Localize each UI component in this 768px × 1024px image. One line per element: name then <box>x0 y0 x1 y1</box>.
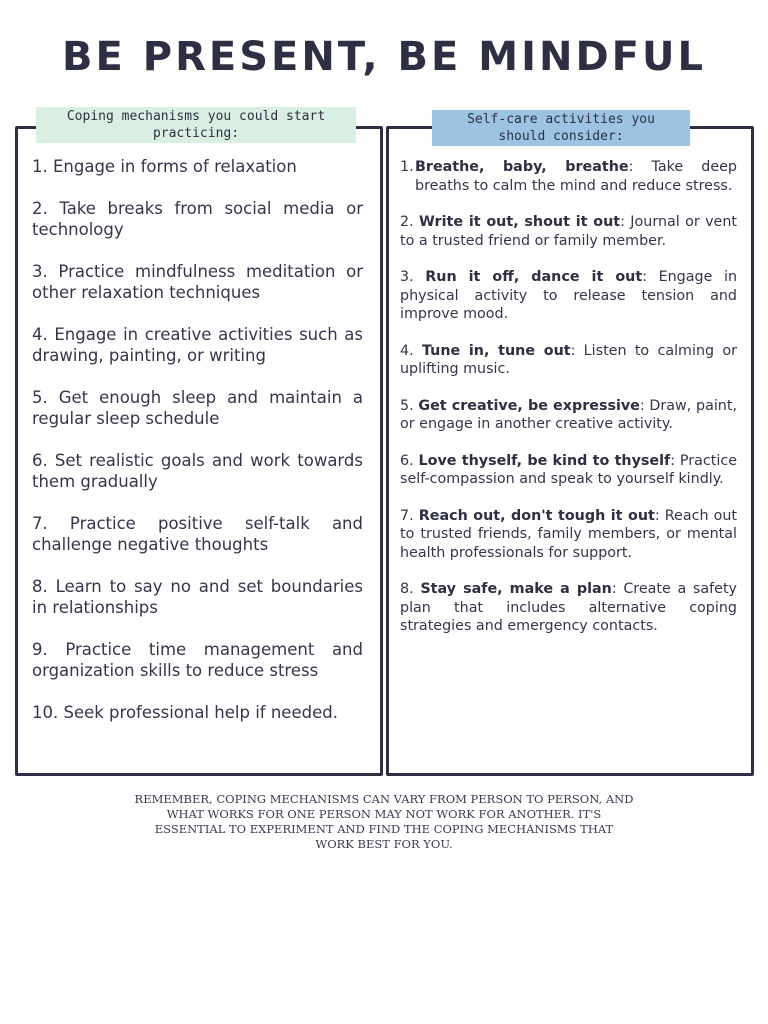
item-number: 1. <box>400 159 414 175</box>
list-item: 5. Get enough sleep and maintain a regular sleep schedule <box>32 388 363 428</box>
item-text: : Practice self-compassion and speak to yourself kindly. <box>400 452 738 487</box>
item-title: Breathe, baby, breathe <box>415 159 629 175</box>
list-item <box>400 507 737 563</box>
item-text: : Engage in physical activity to release tension and improve mood. <box>400 269 738 322</box>
item-text: : Draw, paint, or engage in another creative activity. <box>400 397 738 432</box>
list-item <box>400 268 737 324</box>
item-number: 7. <box>400 507 414 524</box>
item-number: 2. <box>400 214 414 230</box>
item-number: 5. <box>400 397 414 414</box>
footer-note: REMEMBER, COPING MECHANISMS CAN VARY FROM PERSON TO PERSON, AND WHAT WORKS FOR ONE PERSON MAY NOT WORK FOR ANOTHER. IT'S ESSENTIAL TO EXPERIMENT AND FIND THE COPING MECHANISMS THAT WORK BEST FOR YOU. <box>134 792 634 851</box>
item-body <box>415 158 737 195</box>
item-text: : Journal or vent to a trusted friend or family member. <box>400 214 738 249</box>
item-title: Write it out, shout it out <box>419 214 621 230</box>
list-item <box>400 342 737 379</box>
list-item: 4. Engage in creative activities such as drawing, painting, or writing <box>32 325 363 365</box>
list-item: 6. Set realistic goals and work towards them gradually <box>32 451 363 491</box>
coping-mechanisms-heading: Coping mechanisms you could start practicing: <box>36 107 356 143</box>
list-item <box>400 580 737 636</box>
item-number: 3. <box>400 269 414 285</box>
item-text: : Create a safety plan that includes alternative coping strategies and emergency contacts. <box>400 581 738 634</box>
item-number: 8. <box>400 581 414 597</box>
item-title: Get creative, be expressive <box>418 397 640 414</box>
list-item: 1. Engage in forms of relaxation <box>32 157 297 176</box>
list-item <box>400 158 737 195</box>
list-item: 7. Practice positive self-talk and challenge negative thoughts <box>32 514 363 554</box>
item-text: : Take deep breaths to calm the mind and reduce stress. <box>415 159 738 194</box>
item-title: Reach out, don't tough it out <box>418 507 655 524</box>
page-title: BE PRESENT, BE MINDFUL <box>62 34 706 80</box>
item-title: Tune in, tune out <box>421 342 571 359</box>
item-text: : Listen to calming or uplifting music. <box>400 342 737 377</box>
list-item <box>400 452 737 489</box>
item-title: Love thyself, be kind to thyself <box>418 452 671 469</box>
item-title: Run it off, dance it out <box>425 269 643 285</box>
self-care-heading: Self-care activities you should consider: <box>432 110 690 146</box>
item-number: 4. <box>400 342 414 359</box>
item-title: Stay safe, make a plan <box>420 581 612 597</box>
list-item: 9. Practice time management and organization skills to reduce stress <box>32 640 363 680</box>
self-care-list <box>400 158 737 654</box>
list-item: 3. Practice mindfulness meditation or other relaxation techniques <box>32 262 363 302</box>
list-item <box>400 397 737 434</box>
list-item <box>400 213 737 250</box>
list-item: 2. Take breaks from social media or technology <box>32 199 363 239</box>
item-text: : Reach out to trusted friends, family members, or mental health professionals for support. <box>400 507 738 561</box>
list-item: 10. Seek professional help if needed. <box>32 703 338 722</box>
coping-mechanisms-list <box>32 156 363 744</box>
item-number: 6. <box>400 452 414 469</box>
list-item: 8. Learn to say no and set boundaries in relationships <box>32 577 363 617</box>
